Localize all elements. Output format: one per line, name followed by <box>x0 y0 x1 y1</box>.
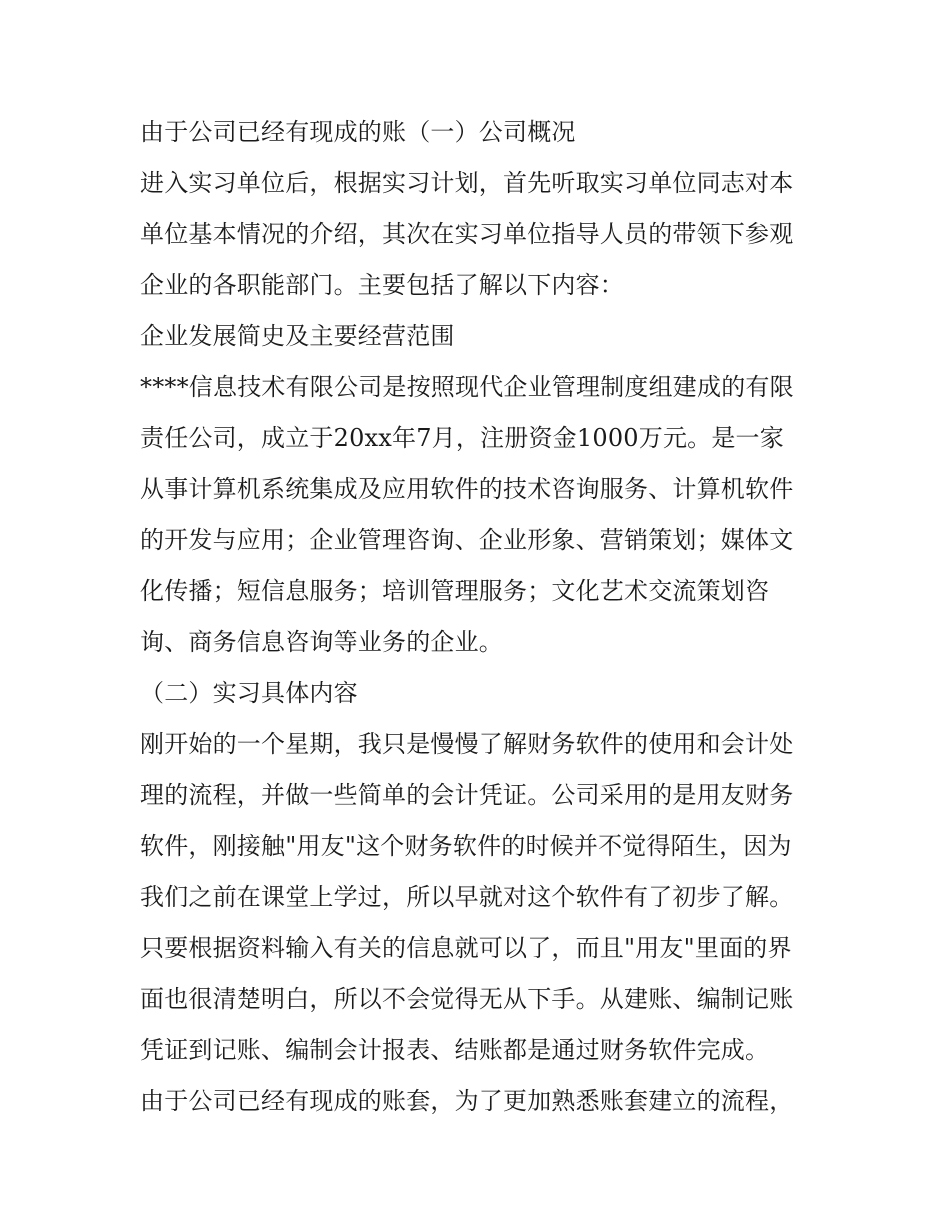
section-heading: （二）实习具体内容 <box>140 679 358 707</box>
text-line: 凭证到记账、编制会计报表、结账都是通过财务软件完成。 <box>140 1036 770 1064</box>
text-line: 理的流程，并做一些简单的会计凭证。公司采用的是用友财务 <box>140 781 794 809</box>
text-line: 面也很清楚明白，所以不会觉得无从下手。从建账、编制记账 <box>140 985 794 1013</box>
text-line: 刚开始的一个星期，我只是慢慢了解财务软件的使用和会计处 <box>140 730 794 758</box>
text-line: 企业的各职能部门。主要包括了解以下内容： <box>140 271 624 299</box>
text-line: 责任公司，成立于20xx年7月，注册资金1000万元。是一家 <box>140 424 784 452</box>
text-line: 只要根据资料输入有关的信息就可以了，而且"用友"里面的界 <box>140 934 792 962</box>
text-line: 询、商务信息咨询等业务的企业。 <box>140 628 503 656</box>
document-body <box>140 107 820 1127</box>
text-line: 进入实习单位后，根据实习计划，首先听取实习单位同志对本 <box>140 169 794 197</box>
text-line: 从事计算机系统集成及应用软件的技术咨询服务、计算机软件 <box>140 475 794 503</box>
text-line: 我们之前在课堂上学过，所以早就对这个软件有了初步了解。 <box>140 883 794 911</box>
text-line: 由于公司已经有现成的账（一）公司概况 <box>140 118 576 146</box>
text-line: 的开发与应用；企业管理咨询、企业形象、营销策划；媒体文 <box>140 526 794 554</box>
text-line: 由于公司已经有现成的账套，为了更加熟悉账套建立的流程， <box>140 1087 794 1115</box>
text-line: 软件，刚接触"用友"这个财务软件的时候并不觉得陌生，因为 <box>140 832 792 860</box>
text-line: ****信息技术有限公司是按照现代企业管理制度组建成的有限 <box>140 373 794 401</box>
section-heading: 企业发展简史及主要经营范围 <box>140 322 455 350</box>
text-line: 单位基本情况的介绍，其次在实习单位指导人员的带领下参观 <box>140 220 794 248</box>
text-line: 化传播；短信息服务；培训管理服务；文化艺术交流策划咨 <box>140 577 770 605</box>
